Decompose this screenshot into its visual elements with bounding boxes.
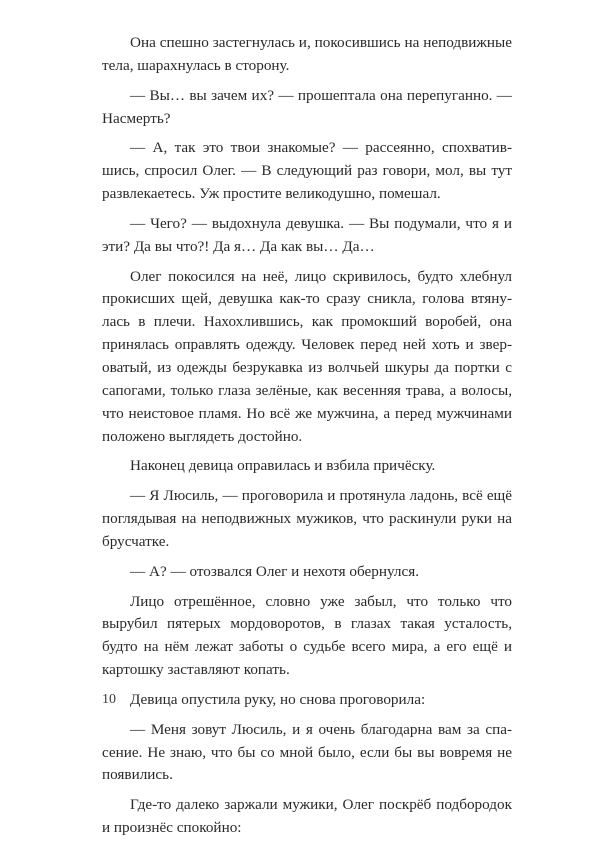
body-text	[102, 32, 512, 847]
paragraph: — Вы… вы зачем их? — прошептала она перепуганно. — Насмерть?	[102, 86, 512, 127]
paragraph: — Я Люсиль, — проговорила и протянула ладонь, всё ещё поглядывая на неподвижных мужиков, что раскинули руки на брусчатке.	[102, 487, 512, 550]
page-number: 10	[102, 692, 116, 707]
paragraph: — Меня зовут Люсиль, и я очень благодарна вам за спасение. Не знаю, что бы со мной было, если бы вы вовремя не появились.	[102, 720, 512, 784]
paragraph: — Чего? — выдохнула девушка. — Вы подумали, что я и эти? Да вы что?! Да я… Да как вы… Да…	[102, 214, 512, 255]
paragraph: Наконец девица оправилась и взбила причёску.	[130, 457, 436, 475]
paragraph: Олег покосился на неё, лицо скривилось, будто хлебнул прокисших щей, девушка как-то сразу сникла, голова втянулась в плечи. Нахохлившись, как промокший воробей, она принялась оправлять одежду. Человек перед ней хоть и звероватый, из одежды безрукавка из волчьей шкуры да портки с сапогами, только глаза зелёные, как весенняя трава, а волосы, что неистовое пламя. Но всё же мужчина, а перед мужчинами положено выглядеть достойно.	[102, 267, 512, 445]
paragraph: Лицо отрешённое, словно уже забыл, что только что вырубил пятерых мордоворотов, в глазах такая усталость, будто на нём лежат заботы о судьбе всего мира, а его ещё и картошку заставляют копать.	[102, 592, 512, 679]
paragraph: Девица опустила руку, но снова проговорила:	[130, 690, 426, 708]
paragraph: — А, так это твои знакомые? — рассеянно, спохватившись, спросил Олег. — В следующий раз говори, мол, вы тут развлекаетесь. Уж простите великодушно, помешал.	[102, 139, 512, 203]
paragraph: — А? — отозвался Олег и нехотя обернулся.	[130, 562, 419, 580]
paragraph: Где-то далеко заржали мужики, Олег поскрёб подбородок и произнёс спокойно:	[102, 796, 512, 837]
paragraph: Она спешно застегнулась и, покосившись на неподвижные тела, шарахнулась в сторону.	[102, 34, 512, 74]
